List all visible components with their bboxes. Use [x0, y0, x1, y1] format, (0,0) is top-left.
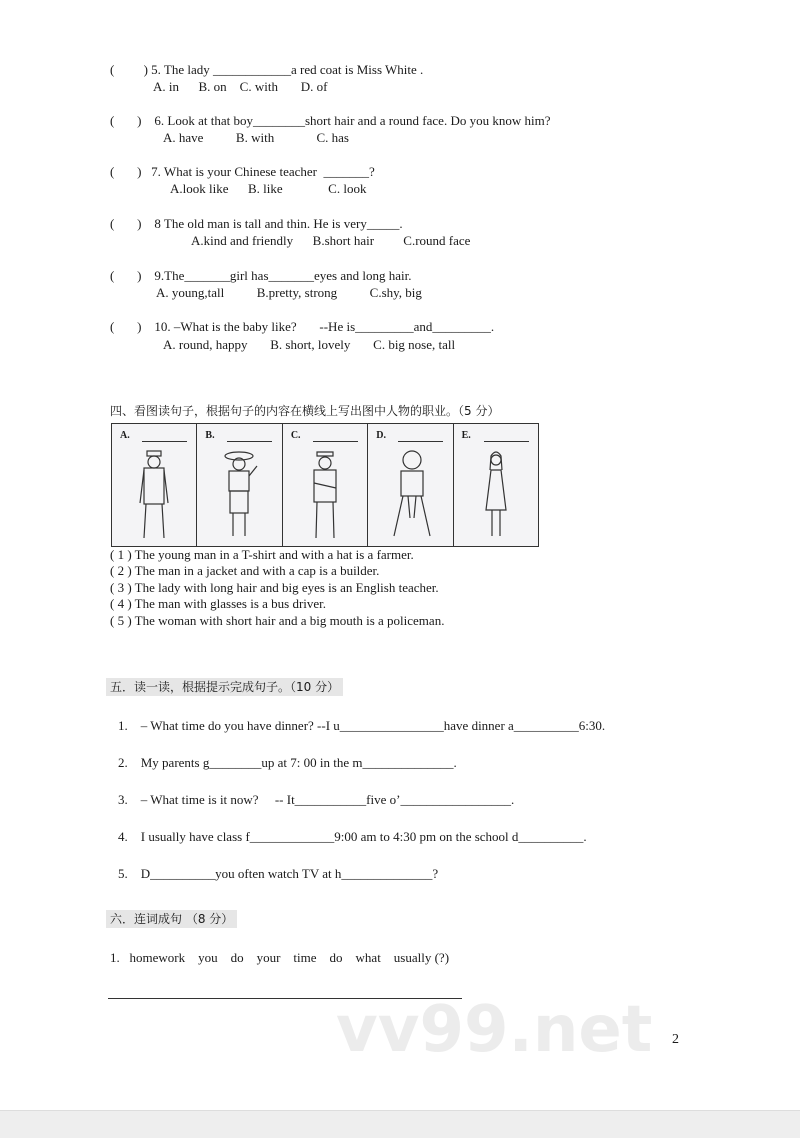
question-9-options: A. young,tall B.pretty, strong C.shy, big	[156, 285, 422, 300]
section-4-heading: 四、看图读句子，根据句子的内容在横线上写出图中人物的职业。（5 分）	[110, 404, 500, 418]
fill-in-item: 1. – What time do you have dinner? --I u________________have dinner a__________6:30.	[118, 718, 606, 733]
question-8: ( ) 8 The old man is tall and thin. He is very_____.	[110, 216, 403, 231]
picture-sentence: ( 5 ) The woman with short hair and a big mouth is a policeman.	[110, 613, 445, 628]
picture-label: C.	[290, 430, 301, 441]
picture-sentence: ( 3 ) The lady with long hair and big eyes is an English teacher.	[110, 580, 439, 595]
section-5-heading: 五．读一读，根据提示完成句子。（10 分）	[106, 678, 343, 696]
watermark: vv99.net	[336, 993, 653, 1067]
answer-blank	[313, 441, 358, 442]
picture-strip	[111, 423, 539, 547]
fill-in-item: 4. I usually have class f_____________9:00 am to 4:30 pm on the school d__________.	[118, 829, 587, 844]
question-7: ( ) 7. What is your Chinese teacher _______?	[110, 164, 375, 179]
woman-with-short-hair-figure	[388, 448, 438, 543]
question-8-options: A.kind and friendly B.short hair C.round face	[191, 233, 471, 248]
answer-blank	[484, 441, 529, 442]
picture-d	[368, 424, 453, 546]
question-10: ( ) 10. –What is the baby like? --He is_________and_________.	[110, 319, 495, 334]
picture-sentence: ( 4 ) The man with glasses is a bus driver.	[110, 596, 327, 611]
picture-a	[112, 424, 197, 546]
picture-b	[197, 424, 282, 546]
answer-blank	[227, 441, 272, 442]
question-7-options: A.look like B. like C. look	[170, 181, 367, 196]
question-5: ( ) 5. The lady ____________a red coat is Miss White .	[110, 62, 424, 77]
page-bottom-bar	[0, 1110, 800, 1138]
question-5-options: A. in B. on C. with D. of	[153, 79, 328, 94]
page-number: 2	[672, 1032, 679, 1047]
picture-c	[283, 424, 368, 546]
section-6-heading: 六．连词成句 （8 分）	[106, 910, 237, 928]
picture-e	[454, 424, 538, 546]
question-6-options: A. have B. with C. has	[163, 130, 349, 145]
man-with-glasses-figure	[132, 448, 182, 543]
picture-label: E.	[461, 430, 471, 441]
picture-label: A.	[120, 430, 130, 441]
fill-in-item: 2. My parents g________up at 7: 00 in the m______________.	[118, 755, 457, 770]
picture-sentence: ( 1 ) The young man in a T-shirt and with a hat is a farmer.	[110, 547, 414, 562]
question-10-options: A. round, happy B. short, lovely C. big nose, tall	[163, 337, 456, 352]
young-man-with-hat-figure	[217, 448, 267, 543]
picture-label: D.	[376, 430, 386, 441]
picture-label: B.	[205, 430, 215, 441]
answer-blank	[398, 441, 443, 442]
lady-with-long-hair-figure	[474, 448, 524, 543]
answer-blank	[142, 441, 187, 442]
man-with-cap-figure	[303, 448, 353, 543]
question-9: ( ) 9.The_______girl has_______eyes and long hair.	[110, 268, 412, 283]
fill-in-item: 3. – What time is it now? -- It___________five o’_________________.	[118, 792, 515, 807]
word-order-item: 1. homework you do your time do what usually (?)	[110, 950, 450, 965]
question-6: ( ) 6. Look at that boy________short hair and a round face. Do you know him?	[110, 113, 551, 128]
fill-in-item: 5. D__________you often watch TV at h______________?	[118, 866, 439, 881]
picture-sentence: ( 2 ) The man in a jacket and with a cap is a builder.	[110, 563, 380, 578]
